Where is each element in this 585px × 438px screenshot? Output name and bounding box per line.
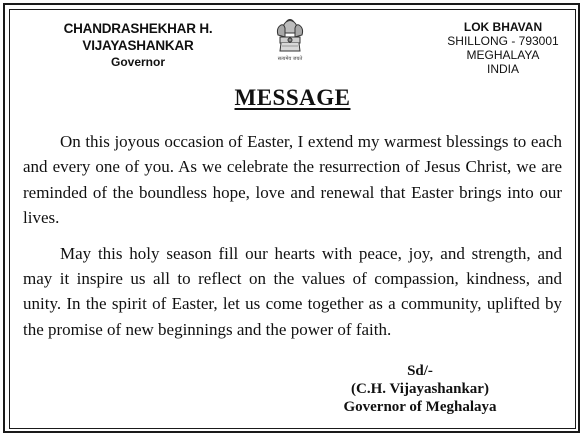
sender-name: CHANDRASHEKHAR H. VIJAYASHANKAR bbox=[63, 21, 213, 53]
address-block bbox=[438, 20, 568, 76]
signature-title: Governor of Meghalaya bbox=[343, 399, 497, 415]
signature-sd: Sd/- bbox=[407, 363, 433, 379]
national-emblem-icon bbox=[272, 13, 308, 69]
message-heading-text: MESSAGE bbox=[234, 85, 351, 110]
address-line-1: LOK BHAVAN bbox=[463, 20, 543, 34]
message-heading bbox=[0, 85, 585, 111]
signature-name: (C.H. Vijayashankar) bbox=[351, 381, 489, 397]
message-paragraph-1: On this joyous occasion of Easter, I extend my warmest blessings to each and every one of you. As we celebrate the resurrection of Jesus Christ, we are reminded of the boundless hope, love and renewal that Easter brings into our lives. bbox=[23, 132, 562, 228]
message-paragraph-2: May this holy season fill our hearts with peace, joy, and strength, and may it inspire us all to reflect on the values of compassion, kindness, and unity. In the spirit of Easter, let us come together as a community, uplifted by the promise of new beginnings and the power of faith. bbox=[23, 243, 562, 339]
sender-designation: Governor bbox=[110, 55, 165, 69]
emblem-caption: सत्यमेव जयते bbox=[277, 56, 303, 62]
sender-block bbox=[13, 20, 263, 71]
address-line-3: MEGHALAYA bbox=[466, 48, 540, 62]
address-line-4: INDIA bbox=[486, 62, 519, 76]
message-body bbox=[23, 129, 562, 352]
signature-block bbox=[330, 362, 510, 416]
address-line-2: SHILLONG - 793001 bbox=[447, 34, 559, 48]
